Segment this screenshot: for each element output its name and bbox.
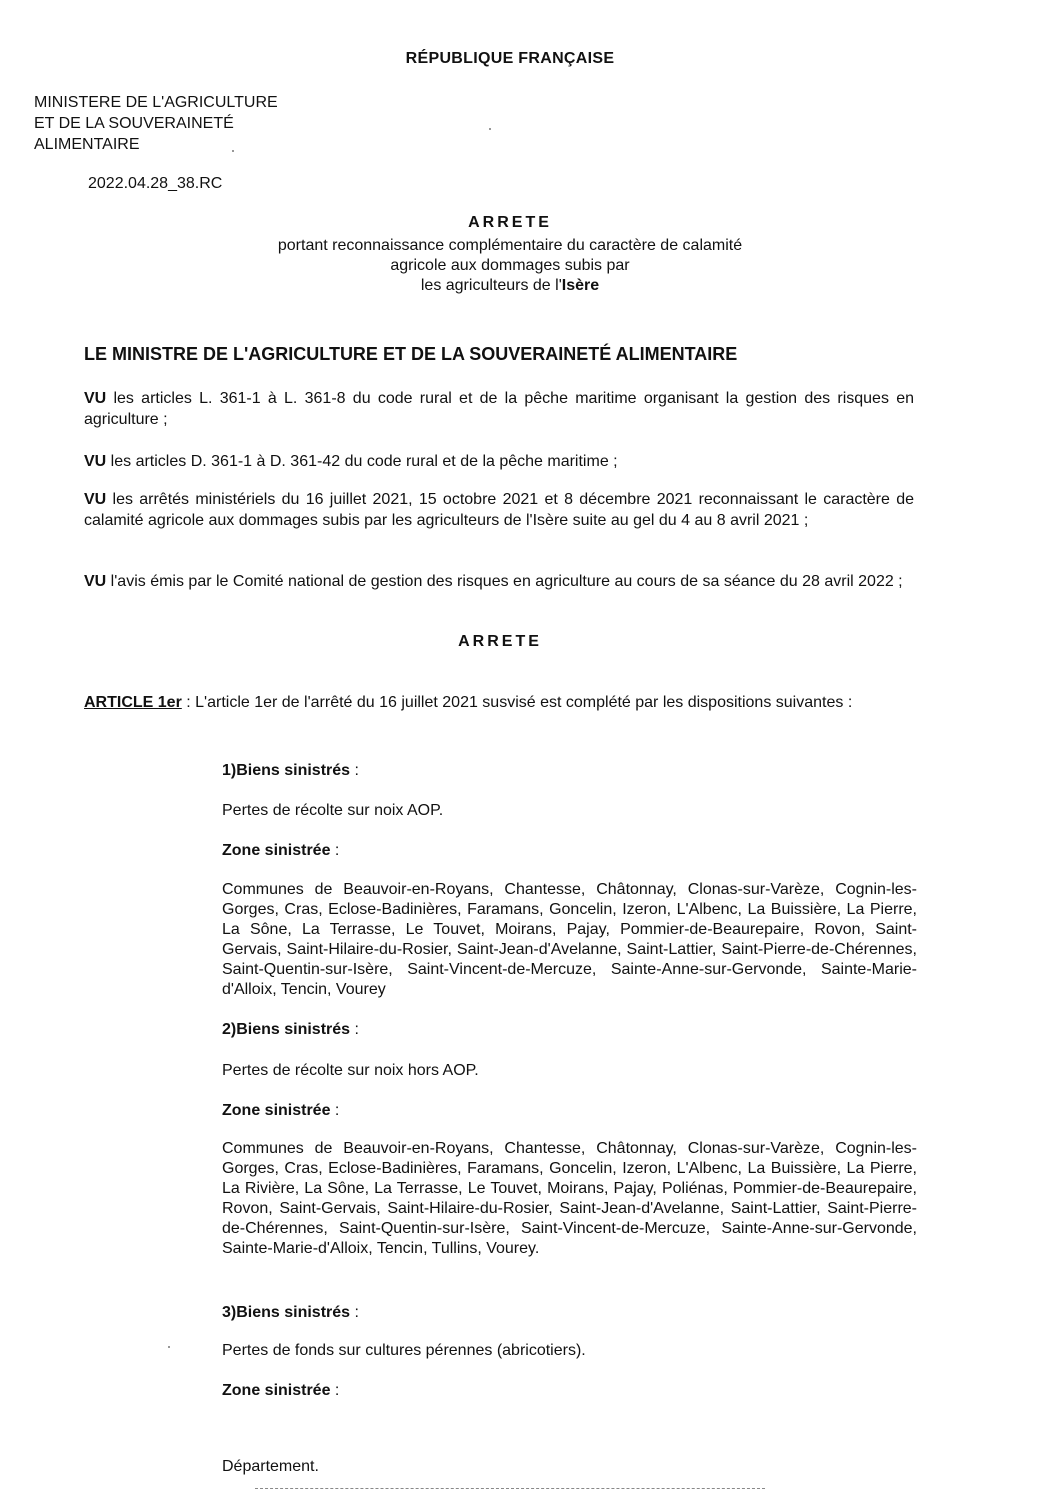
article-text: : L'article 1er de l'arrêté du 16 juillet 2021 susvisé est complété par les dispositions suivantes : [181,694,853,711]
section-biens-text: Pertes de récolte sur noix AOP. [222,802,444,819]
vu-label: VU [84,390,107,407]
vu-paragraph [84,489,914,531]
minister-heading: LE MINISTRE DE L'AGRICULTURE ET DE LA SOUVERAINETÉ ALIMENTAIRE [84,344,738,364]
arrete-subtitle [0,236,1020,296]
ministry-line: ET DE LA SOUVERAINETÉ [34,115,234,132]
article-label: ARTICLE 1er [84,694,182,711]
ministry-block [34,92,278,155]
scan-speck [168,1346,170,1348]
arrete-decision-title: ARRETE [458,633,542,650]
vu-paragraph [84,571,914,592]
section-zone-title: Zone sinistrée : [222,842,340,859]
document-reference: 2022.04.28_38.RC [88,175,223,192]
vu-paragraph [84,388,914,430]
department-name: Isère [561,277,600,294]
vu-label: VU [84,453,107,470]
vu-label: VU [84,573,107,590]
scan-speck [232,150,234,152]
section-zone-text: Communes de Beauvoir-en-Royans, Chantesse, Châtonnay, Clonas-sur-Varèze, Cognin-les-Gorges, Cras, Eclose-Badinières, Faramans, Goncelin, Izeron, L'Albenc, La Buissière, La Pierre, La Sône, La Terrasse, Le Touvet, Moirans, Pajay, Pommier-de-Beaurepaire, Rovon, Saint-Gervais, Saint-Hilaire-du-Rosier, Saint-Jean-d'Avelanne, Saint-Lattier, Saint-Pierre-de-Chérennes, Saint-Quentin-sur-Isère, Saint-Vincent-de-Mercuze, Sainte-Anne-sur-Gervonde, Sainte-Marie-d'Alloix, Tencin, Vourey [222,881,917,998]
vu-text: les arrêtés ministériels du 16 juillet 2021, 15 octobre 2021 et 8 décembre 2021 reconnaissant le caractère de calamité agricole aux dommages subis par les agriculteurs de l'Isère suite au gel du 4 au 8 avril 2021 ; [84,491,914,529]
ministry-line: ALIMENTAIRE [34,136,140,153]
section-biens-text: Pertes de récolte sur noix hors AOP. [222,1062,479,1079]
article-1 [84,694,852,712]
section-biens-title: 1)Biens sinistrés : [222,762,359,779]
ministry-line: MINISTERE DE L'AGRICULTURE [34,94,278,111]
scan-speck [489,128,491,130]
section-zone-title: Zone sinistrée : [222,1382,340,1399]
subtitle-line [0,276,1020,296]
section-zone-text: Département. [222,1458,319,1475]
vu-text: les articles L. 361-1 à L. 361-8 du code rural et de la pêche maritime organisant la gestion des risques en agriculture ; [84,390,914,428]
subtitle-prefix: les agriculteurs de l' [420,277,562,294]
subtitle-line: portant reconnaissance complémentaire du caractère de calamité [277,237,743,254]
subtitle-line: agricole aux dommages subis par [390,257,630,274]
section-zone-text: Communes de Beauvoir-en-Royans, Chantesse, Châtonnay, Clonas-sur-Varèze, Cognin-les-Gorges, Cras, Eclose-Badinières, Faramans, Goncelin, Izeron, L'Albenc, La Buissière, La Pierre, La Rivière, La Sône, La Terrasse, Le Touvet, Moirans, Pajay, Poliénas, Pommier-de-Beaurepaire, Rovon, Saint-Gervais, Saint-Hilaire-du-Rosier, Saint-Jean-d'Avelanne, Saint-Lattier, Saint-Pierre-de-Chérennes, Saint-Quentin-sur-Isère, Saint-Vincent-de-Mercuze, Sainte-Anne-sur-Gervonde, Sainte-Marie-d'Alloix, Tencin, Tullins, Vourey. [222,1140,917,1257]
section-zone-title: Zone sinistrée : [222,1102,340,1119]
vu-label: VU [84,491,107,508]
section-biens-title: 2)Biens sinistrés : [222,1021,359,1038]
vu-text: l'avis émis par le Comité national de gestion des risques en agriculture au cours de sa séance du 28 avril 2022 ; [106,573,903,590]
section-biens-title: 3)Biens sinistrés : [222,1304,359,1321]
vu-paragraph [84,451,914,472]
page-cut-line [255,1488,765,1489]
arrete-title: ARRETE [468,214,552,231]
section-biens-text: Pertes de fonds sur cultures pérennes (abricotiers). [222,1342,586,1359]
vu-text: les articles D. 361-1 à D. 361-42 du code rural et de la pêche maritime ; [106,453,618,470]
republique-header: RÉPUBLIQUE FRANÇAISE [405,50,615,67]
